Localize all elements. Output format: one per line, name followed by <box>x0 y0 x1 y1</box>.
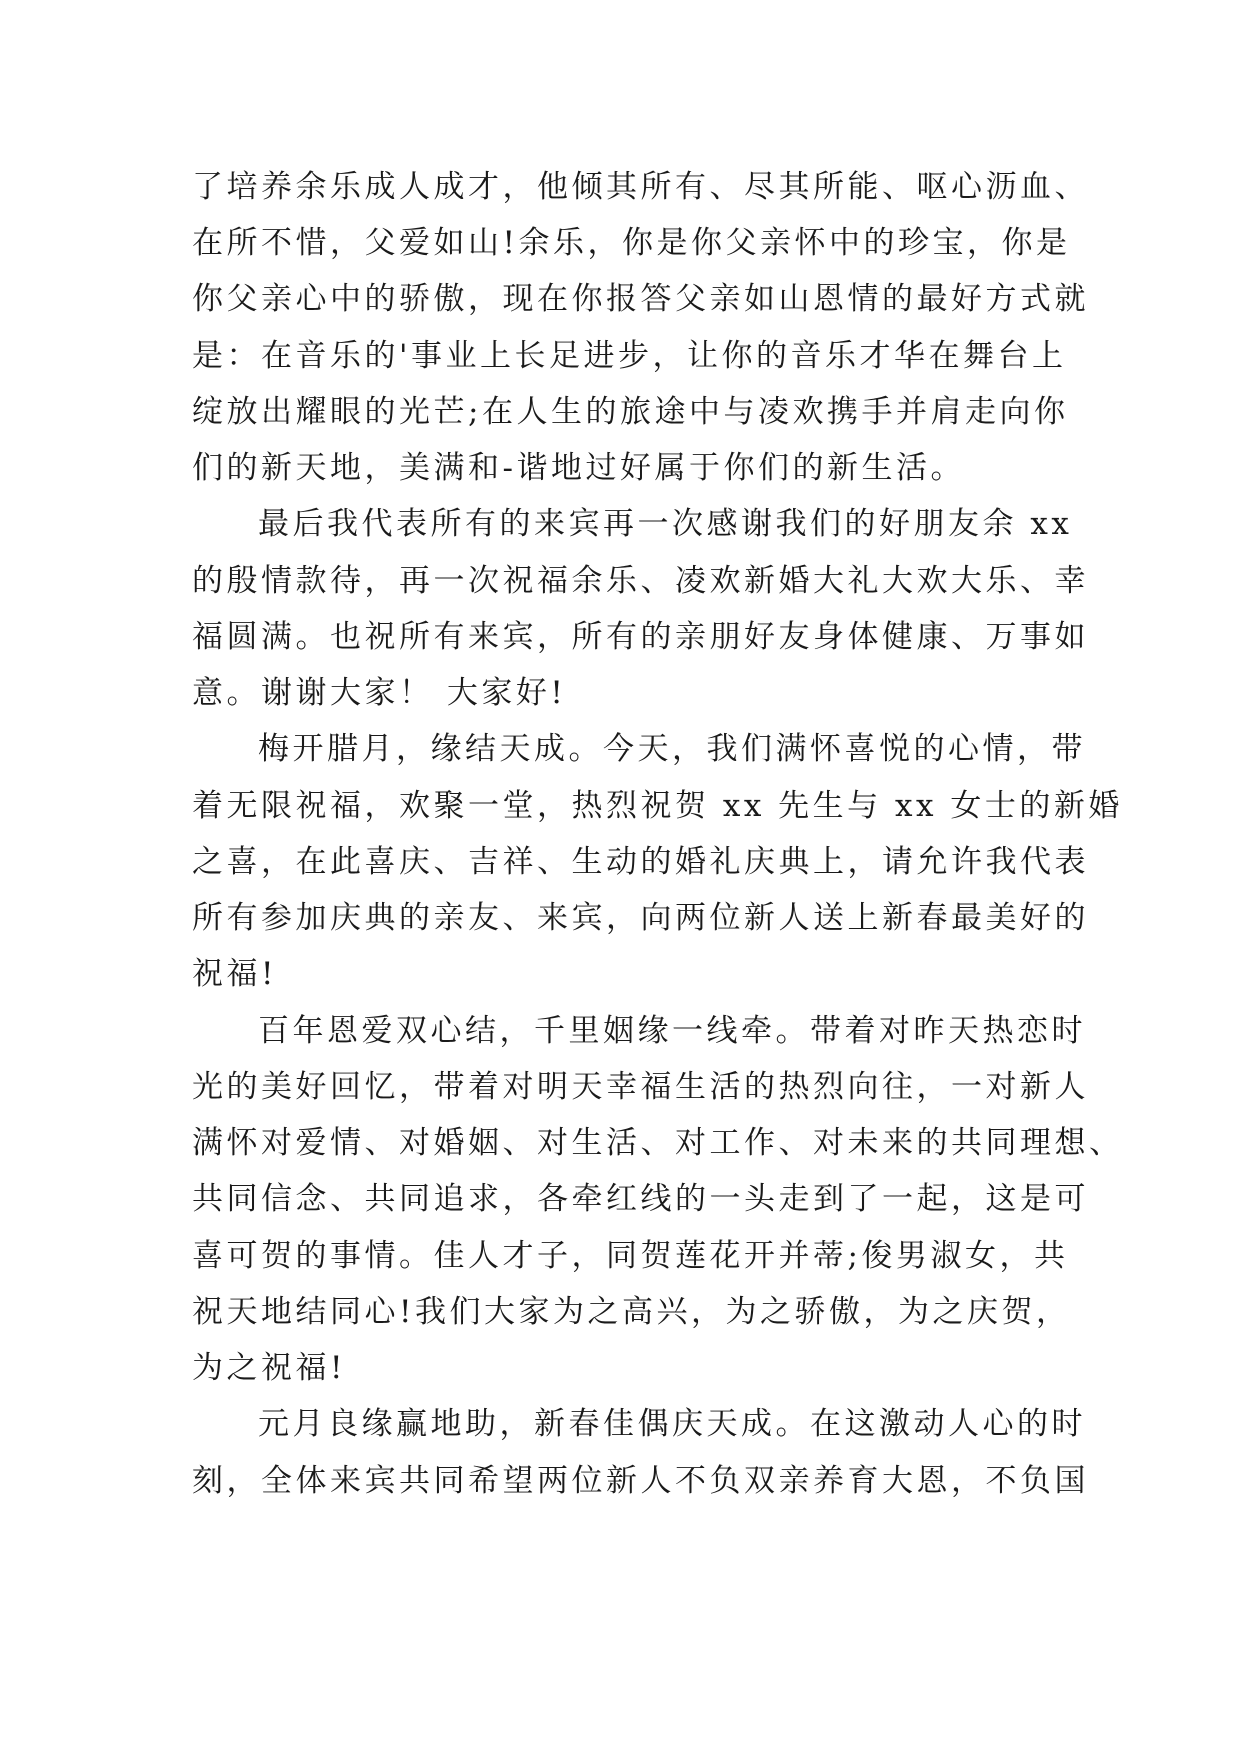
text-line: 祝天地结同心!我们大家为之高兴，为之骄傲，为之庆贺， <box>192 1294 1071 1330</box>
text-line: 刻，全体来宾共同希望两位新人不负双亲养育大恩，不负国 <box>192 1463 1089 1499</box>
text-line: 满怀对爱情、对婚姻、对生活、对工作、对未来的共同理想、 <box>192 1125 1124 1161</box>
text-line: 光的美好回忆，带着对明天幸福生活的热烈向往，一对新人 <box>192 1069 1089 1105</box>
text-line: 元月良缘赢地助，新春佳偶庆天成。在这激动人心的时 <box>258 1406 1086 1442</box>
text-line: 的殷情款待，再一次祝福余乐、凌欢新婚大礼大欢大乐、幸 <box>192 563 1089 599</box>
text-line: 是：在音乐的'事业上长足进步，让你的音乐才华在舞台上 <box>192 338 1067 374</box>
text-line: 意。谢谢大家！ 大家好! <box>192 675 567 711</box>
text-line: 喜可贺的事情。佳人才子，同贺莲花开并蒂;俊男淑女，共 <box>192 1238 1069 1274</box>
text-line: 共同信念、共同追求，各牵红线的一头走到了一起，这是可 <box>192 1181 1089 1217</box>
text-line: 们的新天地，美满和-谐地过好属于你们的新生活。 <box>192 450 965 486</box>
text-line: 百年恩爱双心结，千里姻缘一线牵。带着对昨天热恋时 <box>258 1013 1086 1049</box>
text-line: 之喜，在此喜庆、吉祥、生动的婚礼庆典上，请允许我代表 <box>192 844 1089 880</box>
text-line: 祝福! <box>192 956 277 992</box>
text-line: 福圆满。也祝所有来宾，所有的亲朋好友身体健康、万事如 <box>192 619 1089 655</box>
text-line: 最后我代表所有的来宾再一次感谢我们的好朋友余 xx <box>258 506 1073 542</box>
text-line: 了培养余乐成人成才，他倾其所有、尽其所能、呕心沥血、 <box>192 169 1089 205</box>
text-line: 所有参加庆典的亲友、来宾，向两位新人送上新春最美好的 <box>192 900 1089 936</box>
text-line: 为之祝福! <box>192 1350 346 1386</box>
text-line: 你父亲心中的骄傲，现在你报答父亲如山恩情的最好方式就 <box>192 281 1089 317</box>
text-line: 梅开腊月，缘结天成。今天，我们满怀喜悦的心情，带 <box>258 731 1086 767</box>
text-line: 在所不惜，父爱如山!余乐，你是你父亲怀中的珍宝，你是 <box>192 225 1071 261</box>
text-line: 绽放出耀眼的光芒;在人生的旅途中与凌欢携手并肩走向你 <box>192 394 1069 430</box>
text-line: 着无限祝福，欢聚一堂，热烈祝贺 xx 先生与 xx 女士的新婚 <box>192 788 1123 824</box>
